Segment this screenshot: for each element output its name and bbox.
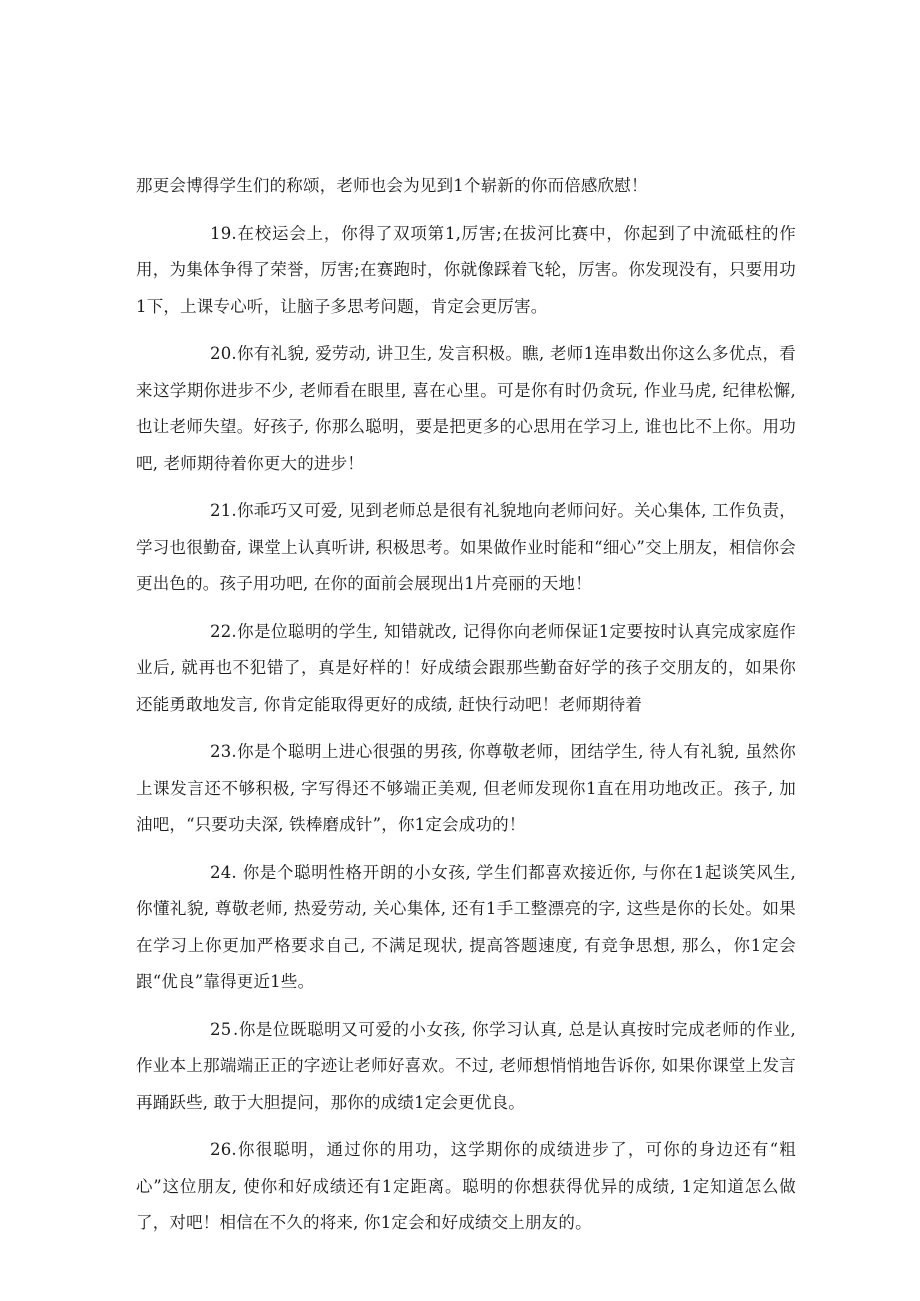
item-text: .你是位聪明的学生, 知错就改, 记得你向老师保证1定要按时认真完成家庭作业后, 就再也不犯错了，真是好样的！好成绩会跟那些勤奋好学的孩子交朋友的，如果你还能勇敢地发言, 你肯定能取得更好的成绩, 赶快行动吧！老师期待着 bbox=[136, 621, 796, 714]
item-number: 26 bbox=[210, 1140, 232, 1159]
comment-item-24 bbox=[136, 855, 796, 1001]
item-text: .在校运会上，你得了双项第1,厉害;在拔河比赛中，你起到了中流砥柱的作用，为集体争得了荣誉，厉害;在赛跑时，你就像踩着飞轮，厉害。你发现没有，只要用功1下，上课专心听，让脑子多思考问题，肯定会更厉害。 bbox=[136, 223, 796, 316]
item-number: 22 bbox=[210, 621, 232, 641]
comment-item-25 bbox=[136, 1012, 796, 1122]
item-text: .你是个聪明上进心很强的男孩, 你尊敬老师，团结学生, 待人有礼貌, 虽然你上课发言还不够积极, 字写得还不够端正美观, 但老师发现你1直在用功地改正。孩子, 加油吧，“只要功夫深, 铁棒磨成针”，你1定会成功的！ bbox=[136, 742, 796, 834]
item-number: 24 bbox=[210, 862, 232, 882]
document-body bbox=[136, 168, 796, 1253]
comment-item-22 bbox=[136, 614, 796, 724]
comment-item-23 bbox=[136, 734, 796, 844]
item-number: 25 bbox=[210, 1019, 232, 1039]
item-number: 21 bbox=[210, 501, 232, 520]
lead-paragraph: 那更会博得学生们的称颂，老师也会为见到1个崭新的你而倍感欣慰！ bbox=[136, 176, 648, 195]
comment-item-19 bbox=[136, 216, 796, 326]
item-number: 19 bbox=[210, 223, 232, 243]
item-text: .你是位既聪明又可爱的小女孩, 你学习认真, 总是认真按时完成老师的作业, 作业本上那端端正正的字迹让老师好喜欢。不过, 老师想悄悄地告诉你, 如果你课堂上发言再踊跃些, 敢于大胆提问，那你的成绩1定会更优良。 bbox=[136, 1019, 796, 1112]
item-text: .你乖巧又可爱, 见到老师总是很有礼貌地向老师问好。关心集体, 工作负责，学习也很勤奋, 课堂上认真听讲, 积极思考。如果做作业时能和“细心”交上朋友，相信你会更出色的。孩子用功吧, 在你的面前会展现出1片亮丽的天地！ bbox=[136, 501, 796, 593]
item-text: .你很聪明，通过你的用功，这学期你的成绩进步了，可你的身边还有“粗心”这位朋友, 使你和好成绩还有1定距离。聪明的你想获得优异的成绩, 1定知道怎么做了，对吧！相信在不久的将来, 你1定会和好成绩交上朋友的。 bbox=[136, 1140, 796, 1232]
item-text: . 你是个聪明性格开朗的小女孩, 学生们都喜欢接近你, 与你在1起谈笑风生, 你懂礼貌, 尊敬老师, 热爱劳动, 关心集体, 还有1手工整漂亮的字, 这些是你的长处。如果在学习上你更加严格要求自己, 不满足现状, 提高答题速度, 有竞争思想, 那么，你1定会跟“优良”靠得更近1些。 bbox=[136, 862, 796, 991]
item-number: 23 bbox=[210, 742, 232, 761]
comment-item-21 bbox=[136, 493, 796, 603]
comment-item-20 bbox=[136, 336, 796, 482]
comment-item-26 bbox=[136, 1132, 796, 1242]
item-number: 20 bbox=[210, 344, 232, 363]
item-text: .你有礼貌, 爱劳动, 讲卫生, 发言积极。瞧, 老师1连串数出你这么多优点，看来这学期你进步不少, 老师看在眼里, 喜在心里。可是你有时仍贪玩, 作业马虎, 纪律松懈, 也让老师失望。好孩子, 你那么聪明，要是把更多的心思用在学习上, 谁也比不上你。用功吧, 老师期待着你更大的进步！ bbox=[136, 344, 796, 473]
